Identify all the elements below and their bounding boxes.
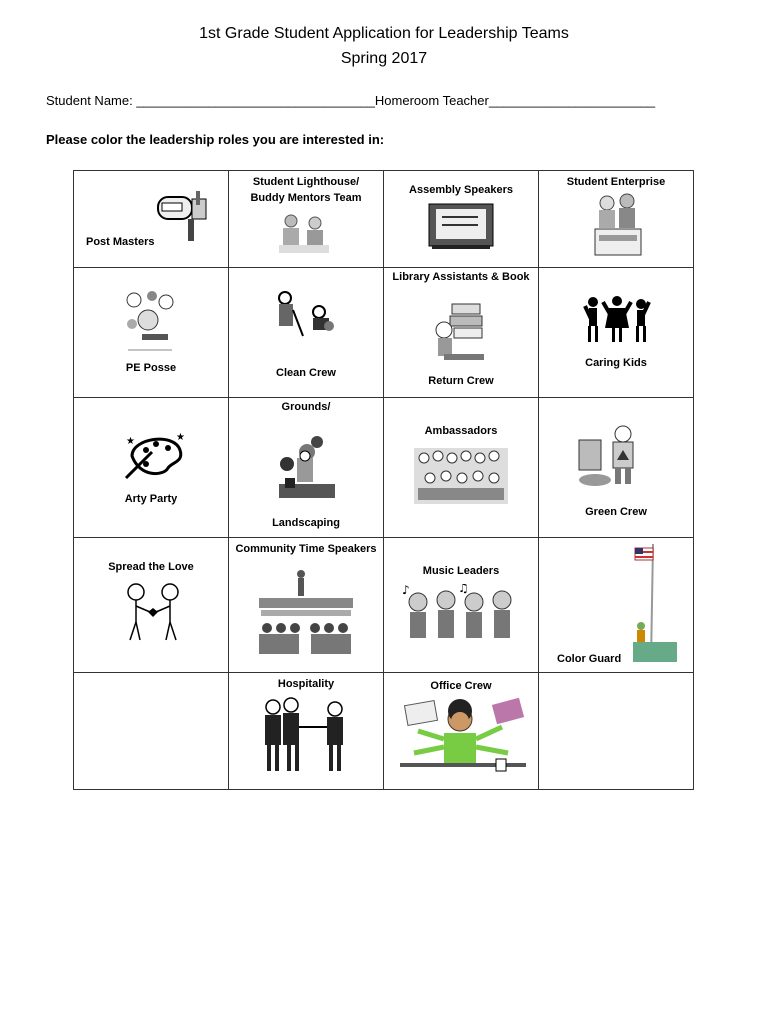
role-cell-student-enterprise[interactable] bbox=[539, 171, 694, 268]
busy-office-worker-icon bbox=[398, 697, 528, 783]
role-cell-green-crew[interactable] bbox=[539, 398, 694, 538]
crowd-of-kids-icon bbox=[414, 448, 508, 504]
flag-pole-icon bbox=[633, 542, 677, 664]
role-cell-pe-posse[interactable] bbox=[74, 268, 229, 398]
role-label: Post Masters bbox=[86, 236, 155, 248]
role-label: Grounds/ bbox=[281, 401, 331, 413]
auditorium-speaker-icon bbox=[257, 568, 355, 658]
svg-text:♪: ♪ bbox=[402, 584, 410, 597]
role-label: Spread the Love bbox=[108, 561, 194, 573]
role-cell-arty-party[interactable] bbox=[74, 398, 229, 538]
singing-kids-icon bbox=[402, 584, 520, 640]
buddy-mentors-icon bbox=[277, 213, 333, 255]
svg-text:♫: ♫ bbox=[458, 584, 469, 595]
gardening-icon bbox=[277, 434, 337, 502]
page-title: 1st Grade Student Application for Leadership Teams bbox=[199, 25, 569, 42]
role-label: Buddy Mentors Team bbox=[250, 192, 362, 204]
role-label: Hospitality bbox=[277, 678, 335, 690]
svg-text:★: ★ bbox=[176, 432, 185, 443]
role-label: Green Crew bbox=[585, 506, 647, 518]
role-label: Assembly Speakers bbox=[409, 184, 513, 196]
recycling-kid-icon bbox=[577, 424, 643, 490]
three-kids-silhouette-icon bbox=[581, 296, 653, 344]
role-label: Clean Crew bbox=[276, 367, 336, 379]
role-cell-library-assistants[interactable] bbox=[384, 268, 539, 398]
cleaning-kids-icon bbox=[275, 290, 337, 342]
role-label: Student Lighthouse/ bbox=[252, 176, 360, 188]
role-label: Student Enterprise bbox=[566, 176, 666, 188]
role-label: Community Time Speakers bbox=[235, 543, 377, 555]
book-stack-icon bbox=[434, 300, 488, 362]
role-cell-color-guard[interactable] bbox=[539, 538, 694, 673]
role-label: Arty Party bbox=[124, 493, 178, 505]
role-label: Music Leaders bbox=[422, 565, 500, 577]
role-label: Return Crew bbox=[428, 375, 494, 387]
instructions: Please color the leadership roles you are interested in: bbox=[46, 132, 385, 147]
role-cell-office-crew[interactable] bbox=[384, 673, 539, 790]
role-cell-clean-crew[interactable] bbox=[229, 268, 384, 398]
mailbox-icon bbox=[156, 191, 216, 243]
greeting-people-icon bbox=[261, 697, 351, 777]
role-label: Library Assistants & Book bbox=[392, 271, 530, 283]
role-cell-ambassadors[interactable] bbox=[384, 398, 539, 538]
presentation-screen-icon bbox=[428, 203, 494, 251]
role-cell-empty-2[interactable] bbox=[539, 673, 694, 790]
page-subtitle: Spring 2017 bbox=[340, 50, 428, 67]
student-name-teacher-line: Student Name: _________________________________Homeroom Teacher_______________________ bbox=[46, 93, 656, 108]
role-cell-music-leaders[interactable] bbox=[384, 538, 539, 673]
role-label: Ambassadors bbox=[424, 425, 498, 437]
student-store-icon bbox=[593, 193, 643, 257]
sports-balls-icon bbox=[124, 290, 176, 354]
role-cell-student-lighthouse[interactable] bbox=[229, 171, 384, 268]
role-cell-caring-kids[interactable] bbox=[539, 268, 694, 398]
role-cell-assembly-speakers[interactable] bbox=[384, 171, 539, 268]
role-cell-hospitality[interactable] bbox=[229, 673, 384, 790]
role-label: Color Guard bbox=[557, 653, 622, 665]
role-label: Office Crew bbox=[430, 680, 492, 692]
role-cell-spread-the-love[interactable] bbox=[74, 538, 229, 673]
svg-text:★: ★ bbox=[126, 436, 135, 447]
sharing-kids-icon bbox=[124, 582, 184, 642]
role-label: Caring Kids bbox=[585, 357, 647, 369]
role-cell-empty-1[interactable] bbox=[74, 673, 229, 790]
role-cell-community-time-speakers[interactable] bbox=[229, 538, 384, 673]
role-label: PE Posse bbox=[125, 362, 177, 374]
role-cell-post-masters[interactable] bbox=[74, 171, 229, 268]
role-label: Landscaping bbox=[272, 517, 340, 529]
paint-palette-icon bbox=[124, 432, 186, 480]
roles-grid bbox=[73, 170, 694, 790]
role-cell-grounds[interactable] bbox=[229, 398, 384, 538]
